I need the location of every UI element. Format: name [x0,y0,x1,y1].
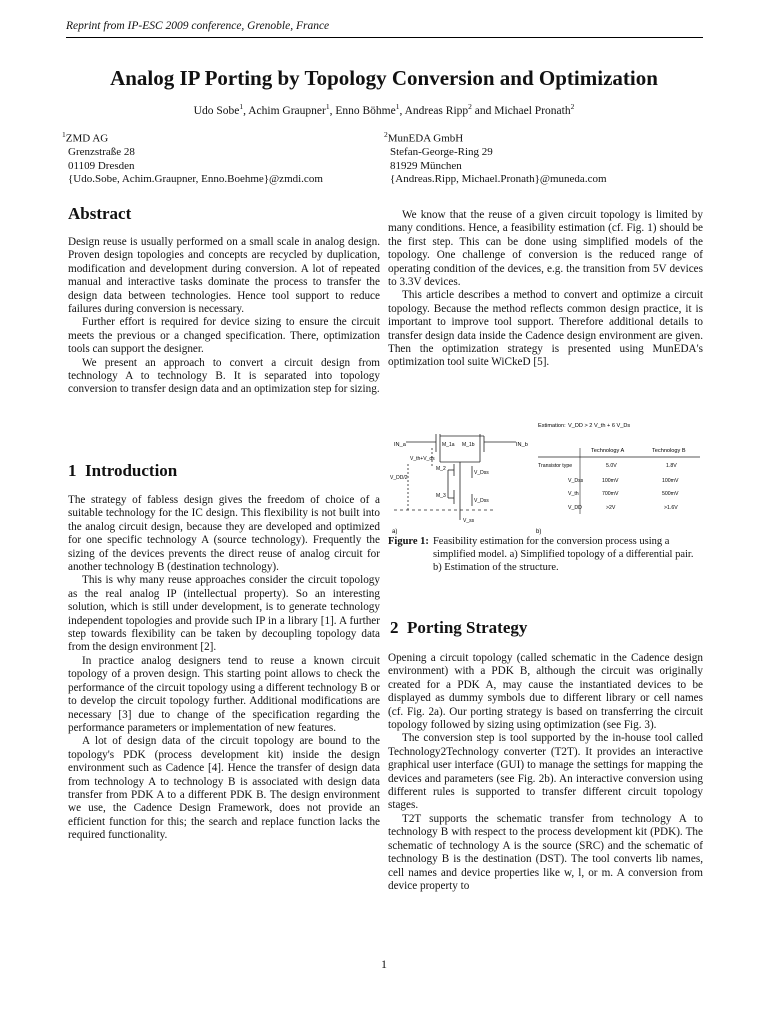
page-number: 1 [381,957,387,971]
affiliation-city: 81929 München [390,159,462,172]
circuit-label-vds-bottom: V_Dss [474,498,489,504]
porting-heading [390,618,527,638]
introduction-paragraph: A lot of design data of the circuit topology are bound to the topology's PDK (process development kit) inside the design environment such as Cadence [4]. Hence the transfer of design data from technology A to technology B is associated with design data transfer from PDK A to a different PDK B. The design environment we use, the Cadence Design Framework, does not provide an efficient function for this; the search and replace function lacks the required functionality. [68,735,380,842]
author-list [0,102,768,117]
affiliation-name: ZMD AG [65,132,109,145]
introduction-paragraph: This is why many reuse approaches consider the circuit topology as the real analog IP (intellectual property). So an interesting solution, which is still under development, is to generate technology independent topologies and provide such IP in a library [1]. A further step towards flexibility can be taken by decoupling topology data from the design environment [2]. [68,574,380,654]
table-header-tech-b: Technology B [652,448,686,454]
author-affiliation-mark: 1 [239,102,244,111]
table-cell: 5.0V [606,463,617,469]
affiliation-muneda [384,128,704,187]
affiliation-zmd [62,128,362,187]
introduction-heading [68,461,177,481]
porting-body [388,652,703,893]
table-cell: 700mV [602,491,619,497]
abstract-body [68,236,380,397]
section-number: 1 [68,461,77,480]
porting-paragraph: The conversion step is tool supported by the in-house tool called Technology2Technology converter (T2T). It provides an interactive graphical user interface (GUI) to manage the settings for mapping the devices and parameters (see Fig. 2b). An interactive conversion using different rules is supported to transfer different circuit topology stages. [388,732,703,812]
affiliation-street: Grenzstraße 28 [68,146,135,159]
introduction-paragraph: In practice analog designers tend to reuse a known circuit topology of a proven design. This starting point allows to check the performance of the circuit topology using a different technology B or to develop the circuit topology further. Additional modifications are necessary [3] due to change of the specification regarding the performance parameters or implementation of new features. [68,654,380,734]
intro-paragraph: We know that the reuse of a given circuit topology is limited by many conditions. Hence, a feasibility estimation (cf. Fig. 1) should be the first step. This can be done using simplified models of the topology. One challenge of conversion is the reduced range of operating condition of the devices, e.g. the transition from 5V devices to 3.3V devices. [388,209,703,289]
affiliation-name: MunEDA GmbH [387,132,464,145]
circuit-label-vss: V_ss [463,518,475,524]
author-name: Enno Böhme [335,104,396,117]
circuit-label-in-a: IN_a [394,442,406,448]
author-affiliation-mark: 1 [325,102,330,111]
author-separator: , [399,104,405,117]
circuit-label-vdd-half: V_DD/2 [390,475,408,481]
circuit-label-m1b: M_1b [462,442,475,448]
circuit-label-m3: M_3 [436,493,446,499]
introduction-body [68,494,380,843]
circuit-label-m1a: M_1a [442,442,455,448]
author-name: Michael Pronath [494,104,571,117]
section-title: Porting Strategy [407,618,528,637]
figure-1-caption [388,536,703,574]
caption-label: Figure 1: [388,536,429,547]
abstract-paragraph: We present an approach to convert a circuit design from technology A to technology B. It is separated into topology conversion to transfer design data and an optimization step for sizing. [68,356,380,396]
affiliation-street: Stefan-George-Ring 29 [390,146,493,159]
table-row-label: V_th [568,491,579,497]
author-name: Andreas Ripp [404,104,469,117]
author-name: Achim Graupner [248,104,326,117]
table-cell: >1.6V [664,505,678,511]
affiliation-number: 1 [62,130,66,139]
circuit-label-vth-vds: V_th+V_ds [410,456,435,462]
subfigure-b-label: b) [536,529,542,535]
estimation-label: Estimation: [538,423,566,429]
author-separator: , [243,104,249,117]
caption-text: Feasibility estimation for the conversion process using a simplified model. a) Simplified topology of a differential pair. b) Estimation of the structure. [432,536,694,573]
affiliation-email: {Udo.Sobe, Achim.Graupner, Enno.Boehme}@zmdi.com [68,173,323,186]
table-row-label: Transistor type [538,463,573,469]
table-cell: 100mV [662,478,679,484]
intro-paragraph: This article describes a method to convert and optimize a circuit topology. Because the method reflects common design practice, it is important to improve tool support. Therefore additional details to transfer design data inside the Cadence design environment are given. Then the optimization strategy is presented using MunEDA's optimization tool suite WiCkeD [5]. [388,289,703,369]
affiliation-number: 2 [384,130,388,139]
affiliation-email: {Andreas.Ripp, Michael.Pronath}@muneda.com [390,173,607,186]
circuit-label-in-b: IN_b [516,442,528,448]
circuit-label-m2: M_2 [436,466,446,472]
introduction-paragraph: The strategy of fabless design gives the freedom of choice of a suitable technology for the IC design. This flexibility is not built into the analog circuit design, because they are developed and optimized for one specific technology A (source technology). Frequently the sizing of the devices prevents the direct reuse of analog circuit for another technology B (destination technology). [68,494,380,574]
author-separator: , [329,104,336,117]
author-affiliation-mark: 2 [570,102,575,111]
header-note: Reprint from IP-ESC 2009 conference, Grenoble, France [66,20,330,32]
porting-paragraph: T2T supports the schematic transfer from technology A to technology B with respect to the process development kit (PDK). The schematic of technology A is the source (SRC) and the schematic of technology B is the destination (DST). The tool converts lib names, cell names and device properties like w, l, or m. A conversion from device property to [388,812,703,892]
section-title: Introduction [85,461,178,480]
section-number: 2 [390,618,399,637]
affiliation-city: 01109 Dresden [68,159,135,172]
abstract-heading: Abstract [68,204,132,223]
author-affiliation-mark: 1 [395,102,400,111]
figure-1 [388,412,708,536]
estimation-formula: V_DD > 2 V_th + 6 V_Ds [568,423,631,429]
porting-paragraph: Opening a circuit topology (called schematic in the Cadence design environment) with a PDK B, although the circuit was originally created for a PDK A, may cause the instantiated devices to be displayed as dummy symbols due to different library or cell names (cf. Fig. 2a). Our porting strategy is based on transferring the circuit topology followed by sizing using optimization (see Fig. 3). [388,652,703,732]
subfigure-a-label: a) [392,529,398,535]
abstract-paragraph: Further effort is required for device sizing to ensure the circuit meets the previous or a changed specification. There, optimization tools can support the designer. [68,316,380,356]
table-cell: 1.8V [666,463,677,469]
circuit-diagram [394,434,516,520]
right-intro-body [388,209,703,370]
circuit-label-vds-top: V_Dss [474,470,489,476]
table-row-label: V_DD [568,505,582,511]
table-cell: >2V [606,505,616,511]
author-name: Udo Sobe [193,104,240,117]
paper-title: Analog IP Porting by Topology Conversion and Optimization [110,66,658,90]
table-cell: 500mV [662,491,679,497]
table-row-label: V_Dss [568,478,584,484]
header-rule [66,37,703,38]
table-cell: 100mV [602,478,619,484]
author-separator: and [471,104,495,117]
author-affiliation-mark: 2 [468,102,472,111]
abstract-paragraph: Design reuse is usually performed on a small scale in analog design. Proven design topologies and concepts are recycled by duplication, modification and development during conversion. A lot of repeated manual and interactive tasks dominate the process to transfer the design data between technologies. Hence tool support to reduce failures during conversion is necessary. [68,236,380,316]
table-header-tech-a: Technology A [591,448,625,454]
